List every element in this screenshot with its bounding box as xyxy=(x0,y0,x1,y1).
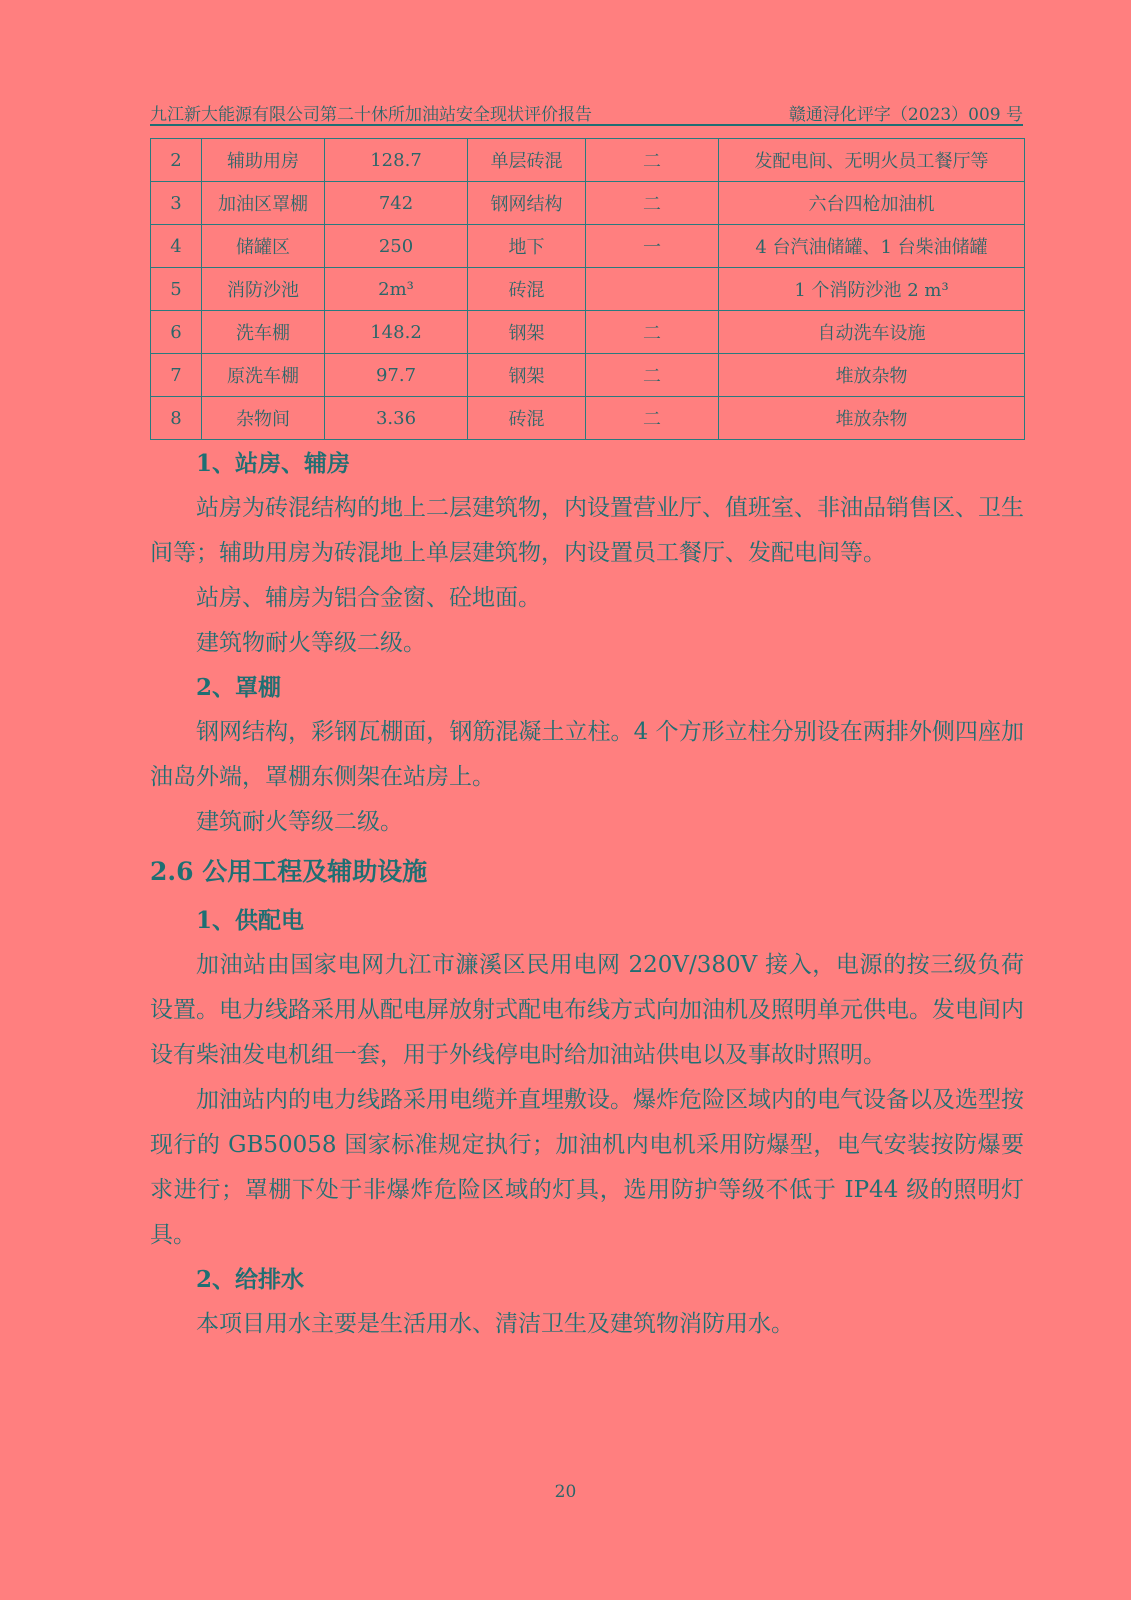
table-row xyxy=(151,182,1025,225)
table-row xyxy=(151,311,1025,354)
table-cell: 3 xyxy=(151,182,202,225)
table-row xyxy=(151,268,1025,311)
paragraph-power-supply-source: 加油站由国家电网九江市濂溪区民用电网 220V/380V 接入，电源的按三级负荷设置。电力线路采用从配电屏放射式配电布线方式向加油机及照明单元供电。发电间内设有柴油发电机组一套，用于外线停电时给加油站供电以及事故时照明。 xyxy=(150,952,1024,1068)
table-row xyxy=(151,139,1025,182)
table-cell: 2m³ xyxy=(325,268,468,311)
table-cell: 砖混 xyxy=(468,268,586,311)
table-cell: 杂物间 xyxy=(202,397,325,440)
table-cell: 4 台汽油储罐、1 台柴油储罐 xyxy=(719,225,1025,268)
page-header xyxy=(150,96,1023,126)
table-cell: 2 xyxy=(151,139,202,182)
facility-table-body xyxy=(151,139,1025,440)
table-cell: 一 xyxy=(586,225,719,268)
table-cell: 4 xyxy=(151,225,202,268)
table-cell: 二 xyxy=(586,354,719,397)
chapter-heading-utilities: 2.6 公用工程及辅助设施 xyxy=(150,857,428,886)
table-cell: 洗车棚 xyxy=(202,311,325,354)
table-cell: 六台四枪加油机 xyxy=(719,182,1025,225)
table-cell: 二 xyxy=(586,182,719,225)
table-cell: 原洗车棚 xyxy=(202,354,325,397)
table-row xyxy=(151,354,1025,397)
content-body xyxy=(150,442,1024,1347)
table-cell: 堆放杂物 xyxy=(719,354,1025,397)
table-cell: 148.2 xyxy=(325,311,468,354)
heading-station-house: 1、站房、辅房 xyxy=(196,450,351,477)
facility-table xyxy=(150,138,1025,440)
paragraph-canopy-fire-rating: 建筑耐火等级二级。 xyxy=(196,809,403,835)
table-cell: 128.7 xyxy=(325,139,468,182)
paragraph-station-house-fire-rating: 建筑物耐火等级二级。 xyxy=(196,630,426,656)
table-cell: 堆放杂物 xyxy=(719,397,1025,440)
table-cell: 自动洗车设施 xyxy=(719,311,1025,354)
header-doc-number: 赣通浔化评字（2023）009 号 xyxy=(788,105,1023,125)
table-cell: 二 xyxy=(586,139,719,182)
heading-power-supply: 1、供配电 xyxy=(196,907,305,934)
table-cell: 7 xyxy=(151,354,202,397)
table-cell: 钢架 xyxy=(468,311,586,354)
table-cell: 250 xyxy=(325,225,468,268)
table-cell: 742 xyxy=(325,182,468,225)
table-cell: 5 xyxy=(151,268,202,311)
table-cell: 单层砖混 xyxy=(468,139,586,182)
table-row xyxy=(151,397,1025,440)
paragraph-power-supply-lines: 加油站内的电力线路采用电缆并直埋敷设。爆炸危险区域内的电气设备以及选型按现行的 GB50058 国家标准规定执行；加油机内电机采用防爆型，电气安装按防爆要求进行；罩棚下处于非爆炸危险区域的灯具，选用防护等级不低于 IP44 级的照明灯具。 xyxy=(150,1087,1024,1248)
table-cell: 砖混 xyxy=(468,397,586,440)
heading-water: 2、给排水 xyxy=(196,1266,305,1293)
heading-canopy: 2、罩棚 xyxy=(196,674,282,701)
table-cell: 二 xyxy=(586,311,719,354)
table-cell: 97.7 xyxy=(325,354,468,397)
paragraph-station-house-desc: 站房为砖混结构的地上二层建筑物，内设置营业厅、值班室、非油品销售区、卫生间等；辅助用房为砖混地上单层建筑物，内设置员工餐厅、发配电间等。 xyxy=(150,495,1024,566)
table-cell: 辅助用房 xyxy=(202,139,325,182)
table-cell: 地下 xyxy=(468,225,586,268)
table-cell: 发配电间、无明火员工餐厅等 xyxy=(719,139,1025,182)
table-cell: 钢网结构 xyxy=(468,182,586,225)
table-cell: 二 xyxy=(586,397,719,440)
table-cell xyxy=(586,268,719,311)
table-cell: 8 xyxy=(151,397,202,440)
paragraph-station-house-windows: 站房、辅房为铝合金窗、砼地面。 xyxy=(196,585,541,611)
table-cell: 储罐区 xyxy=(202,225,325,268)
table-cell: 3.36 xyxy=(325,397,468,440)
paragraph-canopy-structure: 钢网结构，彩钢瓦棚面，钢筋混凝土立柱。4 个方形立柱分别设在两排外侧四座加油岛外端，罩棚东侧架在站房上。 xyxy=(150,719,1024,790)
paragraph-water-usage: 本项目用水主要是生活用水、清洁卫生及建筑物消防用水。 xyxy=(196,1311,794,1337)
table-row xyxy=(151,225,1025,268)
page-number: 20 xyxy=(554,1482,577,1502)
table-cell: 钢架 xyxy=(468,354,586,397)
table-cell: 加油区罩棚 xyxy=(202,182,325,225)
header-title: 九江新大能源有限公司第二十休所加油站安全现状评价报告 xyxy=(150,105,592,125)
table-cell: 6 xyxy=(151,311,202,354)
table-cell: 消防沙池 xyxy=(202,268,325,311)
table-cell: 1 个消防沙池 2 m³ xyxy=(719,268,1025,311)
